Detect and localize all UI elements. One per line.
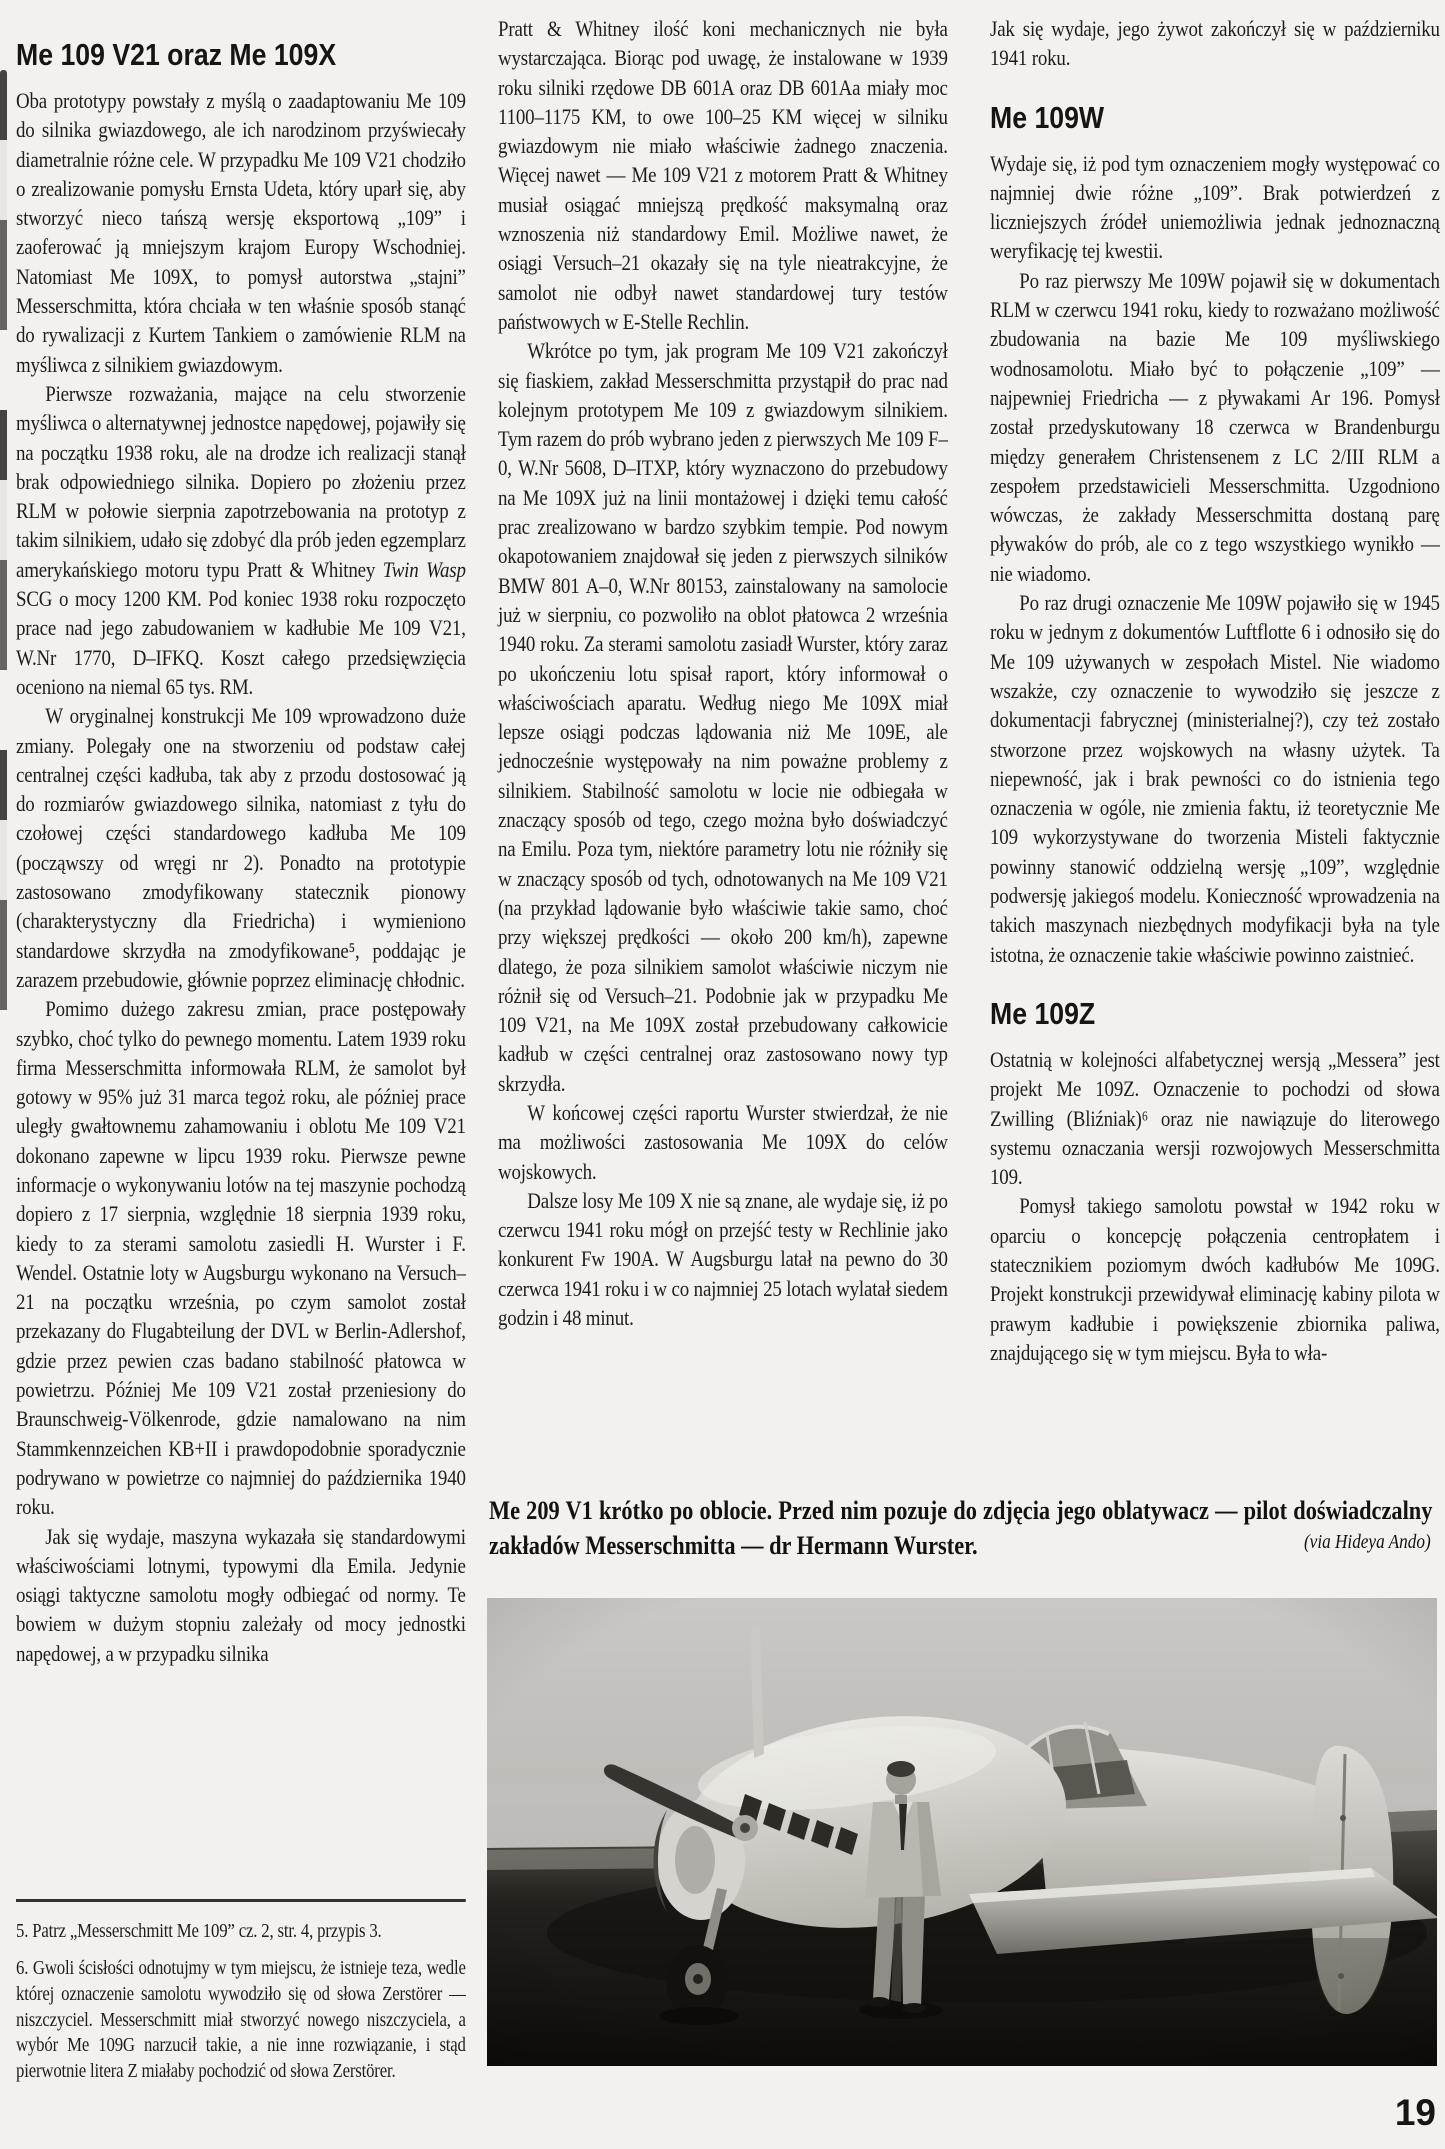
italic-twin-wasp: Twin Wasp [382, 556, 466, 582]
caption-credit: (via Hideya Ando) [1303, 1530, 1431, 1553]
footnote-6: 6. Gwoli ścisłości odnotujmy w tym miejscu, że istnieje teza, wedle której oznaczenie samolotu wywodziło się od słowa Zerstörer — niszczyciel. Messerschmitt miał stworzyć nowego niszczyciela, a wybór Me 109G narzucił takie, a nie inne rozwiązanie, i stąd pierwotnie litera Z miałaby pochodzić od słowa Zerstörer. [16, 1958, 466, 2083]
scan-artifact [0, 70, 7, 1080]
photo-caption [489, 1494, 1432, 1563]
photo-vignette [487, 1598, 1437, 2066]
paragraph: Dalsze losy Me 109 X nie są znane, ale wydaje się, iż po czerwcu 1941 roku mógł on przejść testy w Rechlinie jako konkurent Fw 190A. W Augsburgu latał na pewno do 30 czerwca 1941 roku i w co najmniej 25 lotach wylatał siedem godzin i 48 minut. [498, 1187, 948, 1331]
paragraph [16, 379, 466, 701]
paragraph: Po raz drugi oznaczenie Me 109W pojawiło się w 1945 roku w jednym z dokumentów Luftflotte 6 i odnosiło się do Me 109 używanych w zespołach Mistel. Nie wiadomo wszakże, czy oznaczenie to wywodziło się jeszcze z dokumentacji fabrycznej (ministerialnej?), czy też zostało stworzone przez wojskowych na własny użytek. Ta niepewność, jak i brak pewności co do istnienia tego oznaczenia w ogóle, nie zmienia faktu, iż teoretycznie Me 109 wykorzystywane do tworzenia Misteli faktycznie powinny stanowić oddzielną wersję „109”, względnie podwersję jakiegoś modelu. Konieczność wprowadzenia na takich maszynach niezbędnych modyfikacji była na tyle istotna, że oznaczenie takie właściwie powinno zaistnieć. [990, 590, 1440, 967]
section-heading-me109w: Me 109W [990, 99, 1105, 135]
column-1 [16, 38, 466, 2096]
paragraph: Ostatnią w kolejności alfabetycznej wersją „Messera” jest projekt Me 109Z. Oznaczenie to pochodzi od słowa Zwilling (Bliźniak)⁶ oraz nie nawiązuje do literowego systemu oznaczania wersji rozwojowych Messerschmitta 109. [990, 1046, 1440, 1190]
footnotes [16, 1899, 466, 2096]
paragraph-text: SCG o mocy 1200 KM. Pod koniec 1938 roku rozpoczęto prace nad jego zabudowaniem w kadłubie Me 109 V21, W.Nr 1770, D–IFKQ. Koszt całego przedsięwzięcia oceniono na niemal 65 tys. RM. [16, 586, 466, 699]
paragraph: Pratt & Whitney ilość koni mechanicznych nie była wystarczająca. Biorąc pod uwagę, że instalowane w 1939 roku silniki rzędowe DB 601A oraz DB 601Aa miały moc 1100–1175 KM, to owe 100–25 KM więcej w silniku gwiazdowym nie miało właściwie żadnego znaczenia. Więcej nawet — Me 109 V21 z motorem Pratt & Whitney musiał osiągać mniejszą prędkość maksymalną oraz wznoszenia niż standardowy Emil. Możliwe nawet, że osiągi Versuch–21 okazały się na tyle nieatrakcyjne, że samolot nie odbył nawet standardowej tury testów państwowych w E-Stelle Rechlin. [498, 16, 948, 334]
column-3 [990, 14, 1440, 1367]
paragraph: W końcowej części raportu Wurster stwierdzał, że nie ma możliwości zastosowania Me 109X do celów wojskowych. [498, 1099, 948, 1184]
paragraph: Jak się wydaje, maszyna wykazała się standardowymi właściwościami lotnymi, typowymi dla Emila. Jedynie osiągi taktyczne samolotu mogły odbiegać od normy. Te bowiem w dużym stopniu zależały od mocy jednostki napędowej, a w przypadku silnika [16, 1523, 466, 1666]
paragraph: Wkrótce po tym, jak program Me 109 V21 zakończył się fiaskiem, zakład Messerschmitta przystąpił do prac nad kolejnym prototypem Me 109 z gwiazdowym silnikiem. Tym razem do prób wybrano jeden z pierwszych Me 109 F–0, W.Nr 5608, D–ITXP, który wyznaczono do przebudowy na Me 109X już na linii montażowej i dzięki temu całość prac zrealizowano w bardzo szybkim tempie. Pod nowym okapotowaniem znajdował się jeden z pierwszych silników BMW 801 A–0, W.Nr 80153, zainstalowany na samolocie już w sierpniu, co pozwoliło na oblot płatowca 2 września 1940 roku. Za sterami samolotu zasiadł Wurster, który zaraz po ukończeniu lotu spisał raport, który informował o właściwościach aparatu. Według niego Me 109X miał lepsze osiągi podczas lądowania niż Me 109E, ale jednocześnie występowały na nim poważne problemy z silnikiem. Stabilność samolotu w locie nie odbiegała w znaczący sposób od tego, czego można było doświadczyć na Emilu. Poza tym, niektóre parametry lotu nie różniły się w znaczący sposób od tych, odnotowanych na Me 109 V21 (na przykład lądowanie było właściwie takie samo, choć przy większej prędkości — około 200 km/h), zapewne dlatego, że poza silnikiem samolot właściwie niczym nie różnił się od Versuch–21. Podobnie jak w przypadku Me 109 V21, na Me 109X został przebudowany całkowicie kadłub w części centralnej oraz zastosowano nowy typ skrzydła. [498, 338, 948, 1096]
paragraph: Oba prototypy powstały z myślą o zaadaptowaniu Me 109 do silnika gwiazdowego, ale ich narodzinom przyświecały diametralnie różne cele. W przypadku Me 109 V21 chodziło o zrealizowanie pomysłu Ernsta Udeta, który uparł się, aby stworzyć nieco tańszą wersję eksportową „109” i zaoferować ją mniejszym krajom Europy Wschodniej. Natomiast Me 109X, to pomysł autorstwa „stajni” Messerschmitta, która chciała w ten właśnie sposób stanąć do rywalizacji z Kurtem Tankiem o zamówienie RLM na myśliwca z silnikiem gwiazdowym. [16, 88, 466, 377]
paragraph: Jak się wydaje, jego żywot zakończył się w październiku 1941 roku. [990, 16, 1440, 71]
section-heading-me109v21-me109x: Me 109 V21 oraz Me 109X [16, 37, 337, 72]
column-2 [498, 14, 948, 1332]
paragraph: Po raz pierwszy Me 109W pojawił się w dokumentach RLM w czerwcu 1941 roku, kiedy to rozważano możliwość zbudowania na bazie Me 109 myśliwskiego wodnosamolotu. Miało być to połączenie „109” — najpewniej Friedricha — z pływakami Ar 196. Pomysł został przedyskutowany 18 czerwca w Brandenburgu między generałem Christensenem z LC 2/III RLM a zespołem przedstawicieli Messerschmitta. Uzgodniono wówczas, że zakłady Messerschmitta dostaną parę pływaków do prób, ale co z tego wszystkiego wynikło — nie wiadomo. [990, 267, 1440, 586]
paragraph: Wydaje się, iż pod tym oznaczeniem mogły występować co najmniej dwie różne „109”. Brak potwierdzeń z liczniejszych źródeł uniemożliwia jednak jednoznaczną weryfikację tej kwestii. [990, 150, 1440, 264]
section-heading-me109z: Me 109Z [990, 995, 1096, 1031]
paragraph: Pomysł takiego samolotu powstał w 1942 roku w oparciu o koncepcję połączenia centropłatem i statecznikiem poziomym dwóch kadłubów Me 109G. Projekt konstrukcji przewidywał eliminację kabiny pilota w prawym kadłubie i powiększenie zbiornika paliwa, znajdującego się w tym miejscu. Była to wła- [990, 1193, 1440, 1365]
footnote-5: 5. Patrz „Messerschmitt Me 109” cz. 2, str. 4, przypis 3. [16, 1921, 382, 1943]
paragraph: Pomimo dużego zakresu zmian, prace postępowały szybko, choć tylko do pewnego momentu. Latem 1939 roku firma Messerschmitta informowała RLM, że samolot był gotowy w 95% już 31 marca tegoż roku, ale później prace uległy gwałtownemu zahamowaniu i oblotu Me 109 V21 dokonano zapewne w lipcu 1939 roku. Pierwsze pewne informacje o wykonywaniu lotów na tej maszynie pochodzą dopiero z 17 sierpnia, względnie 18 sierpnia 1939 roku, kiedy to za sterami samolotu zasiedli H. Wurster i F. Wendel. Ostatnie loty w Augsburgu wykonano na Versuch–21 na początku września, po czym samolot został przekazany do Flugabteilung der DVL w Berlin-Adlershof, gdzie przez pewien czas badano stabilność płatowca w powietrzu. Później Me 109 V21 został przeniesiony do Braunschweig-Völkenrode, gdzie namalowano na nim Stammkennzeichen KB+II i prawdopodobnie sporadycznie podrywano w powietrze co najmniej do października 1940 roku. [16, 996, 466, 1520]
me209-photo [487, 1598, 1437, 2066]
paragraph-text: Pierwsze rozważania, mające na celu stworzenie myśliwca o alternatywnej jednostce napędowej, pojawiły się na początku 1938 roku, ale na drodze ich realizacji stanął brak odpowiedniego silnika. Dopiero po złożeniu przez RLM w połowie sierpnia zapotrzebowania na prototyp z takim silnikiem, udało się zdobyć dla prób jeden egzemplarz amerykańskiego motoru typu Pratt & Whitney [16, 380, 466, 582]
page-number: 19 [1394, 2092, 1436, 2133]
caption-text: Me 209 V1 krótko po oblocie. Przed nim pozuje do zdjęcia jego oblatywacz — pilot doświadczalny zakładów Messerschmitta — dr Hermann Wurster. [489, 1496, 1433, 1560]
paragraph: W oryginalnej konstrukcji Me 109 wprowadzono duże zmiany. Polegały one na stworzeniu od podstaw całej centralnej części kadłuba, tak aby z przodu dostosować ją do rozmiarów gwiazdowego silnika, natomiast z tyłu do czołowej części standardowego kadłuba Me 109 (począwszy od wręgi nr 2). Ponadto na prototypie zastosowano zmodyfikowany statecznik pionowy (charakterystyczny dla Friedricha) i wymieniono standardowe skrzydła na zmodyfikowane⁵, poddając je zarazem przebudowie, głównie poprzez eliminację chłodnic. [16, 703, 466, 992]
